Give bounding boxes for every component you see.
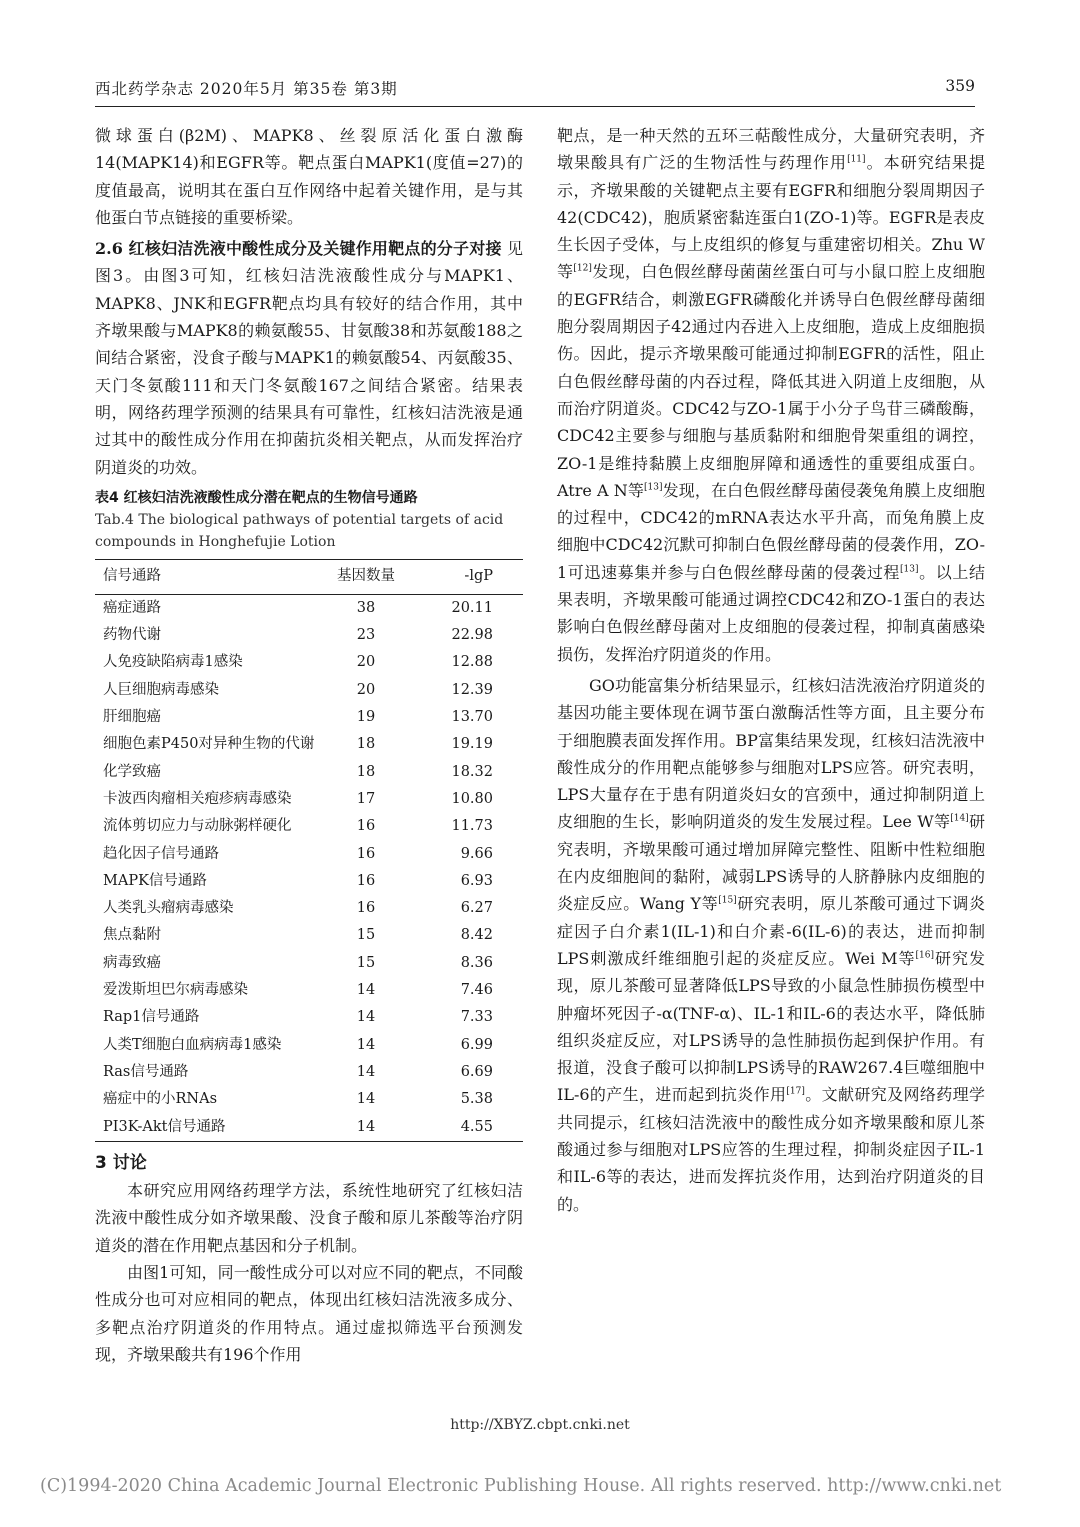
gene-count-cell: 15 [356,927,376,944]
paragraph: 由图1可知，同一酸性成分可以对应不同的靶点，不同酸性成分也可对应相同的靶点，体现出红核妇洁洗液多成分、多靶点治疗阴道炎的作用特点。通过虚拟筛选平台预测发现，齐墩果酸共有196个作用 [95,1262,523,1364]
pathway-cell: 人免疫缺陷病毒1感染 [103,654,243,671]
lgp-cell: 19.19 [451,736,493,753]
header-pathway: 信号通路 [103,568,161,585]
lgp-cell: 12.39 [451,681,493,698]
header-lgp: -lgP [464,568,493,585]
text-run: 发现，白色假丝酵母菌菌丝蛋白可与小鼠口腔上皮细胞的EGFR结合，刺激EGFR磷酸化并诱导白色假丝酵母菌细胞分裂周期因子42通过内吞进入上皮细胞，造成上皮细胞损伤。因此，提示齐墩果酸可能通过抑制EGFR的活性，阻止白色假丝酵母菌的内吞过程，降低其进入阴道上皮细胞，从而治疗阴道炎。CDC42与ZO-1属于小分子鸟苷三磷酸酶，CDC42主要参与细胞与基质黏附和细胞骨架重组的调控，ZO-1是维持黏膜上皮细胞屏障和通透性的重要组成蛋白。Atre A N等 [557,262,985,500]
pathway-cell: 肝细胞癌 [103,709,161,726]
gene-count-cell: 14 [356,1009,376,1026]
citation: [17] [786,1087,805,1098]
gene-count-cell: 16 [356,900,376,917]
lgp-cell: 4.55 [460,1118,493,1135]
pathway-cell: 癌症通路 [103,599,161,616]
lgp-cell: 18.32 [451,763,493,780]
gene-count-cell: 14 [356,1091,376,1108]
text-run: 发现，在白色假丝酵母菌侵袭兔角膜上皮细胞的过程中，CDC42的mRNA表达水平升高，而兔角膜上皮细胞中CDC42沉默可抑制白色假丝酵母菌的侵袭作用，ZO-1可迅速募集并参与白色假丝酵母菌的侵袭过程 [557,480,985,582]
footer-url: http://XBYZ.cbpt.cnki.net [450,1417,630,1433]
gene-count-cell: 38 [356,599,376,616]
table-row [95,813,523,840]
pathway-cell: 焦点黏附 [103,927,161,944]
running-header [95,72,975,107]
lgp-cell: 22.98 [451,627,493,644]
table-row [95,977,523,1004]
table-header-row [95,559,523,594]
text-run: 研究表明，原儿茶酸可通过下调炎症因子白介素1(IL-1)和白介素-6(IL-6)的表达，进而抑制LPS刺激成纤维细胞引起的炎症反应。Wei M等 [557,894,985,968]
pathway-cell: 细胞色素P450对异种生物的代谢 [103,736,315,753]
section-body: 见图3。由图3可知，红核妇洁洗液酸性成分与MAPK1、MAPK8、JNK和EGFR靶点均具有较好的结合作用，其中齐墩果酸与MAPK8的赖氨酸55、甘氨酸38和苏氨酸188之间结合紧密，没食子酸与MAPK1的赖氨酸54、丙氨酸35、天门冬氨酸111和天门冬氨酸167之间结合紧密。结果表明，网络药理学预测的结果具有可靠性，红核妇洁洗液是通过其中的酸性成分作用在抑菌抗炎相关靶点，从而发挥治疗阴道炎的功效。 [95,239,523,477]
section-heading: 2.6 红核妇洁洗液中酸性成分及关键作用靶点的分子对接 [95,239,502,259]
lgp-cell: 13.70 [451,709,493,726]
table-row [95,1086,523,1113]
pathway-cell: 化学致癌 [103,763,161,780]
gene-count-cell: 17 [356,790,376,807]
lgp-cell: 12.88 [451,654,493,671]
pathway-cell: 卡波西肉瘤相关疱疹病毒感染 [103,790,292,807]
lgp-cell: 10.80 [451,790,493,807]
table-caption-en: Tab.4 The biological pathways of potential targets of acid compounds in Honghefujie Lotion [95,511,504,550]
pathway-cell: 药物代谢 [103,627,161,644]
lgp-cell: 6.99 [460,1036,493,1053]
section-2-6 [95,235,523,481]
gene-count-cell: 18 [356,763,376,780]
lgp-cell: 6.27 [460,900,493,917]
right-column [557,122,985,1218]
gene-count-cell: 16 [356,845,376,862]
pathway-cell: 趋化因子信号通路 [103,845,219,862]
lgp-cell: 20.11 [451,599,493,616]
gene-count-cell: 14 [356,982,376,999]
gene-count-cell: 18 [356,736,376,753]
pathway-cell: PI3K-Akt信号通路 [103,1118,226,1135]
lgp-cell: 7.46 [460,982,493,999]
table-row [95,759,523,786]
text-run: 靶点，是一种天然的五环三萜酸性成分，大量研究表明，齐墩果酸具有广泛的生物活性与药理作用 [557,126,985,173]
gene-count-cell: 16 [356,872,376,889]
citation: [16] [915,950,934,961]
gene-count-cell: 14 [356,1118,376,1135]
table-row [95,594,523,622]
pathway-cell: 病毒致癌 [103,954,161,971]
citation: [13] [644,482,663,493]
lgp-cell: 6.93 [460,872,493,889]
table-row [95,731,523,758]
table-row [95,1114,523,1142]
table-row [95,704,523,731]
pathway-cell: 癌症中的小RNAs [103,1091,218,1108]
paragraph: 微球蛋白(β2M)、MAPK8、丝裂原活化蛋白激酶14(MAPK14)和EGFR等。靶点蛋白MAPK1(度值=27)的度值最高，说明其在蛋白互作网络中起着关键作用，是与其他蛋白节点链接的重要桥梁。 [95,126,523,227]
lgp-cell: 9.66 [460,845,493,862]
table-row [95,1059,523,1086]
lgp-cell: 8.42 [460,927,493,944]
table-row [95,950,523,977]
pathway-cell: 人类乳头瘤病毒感染 [103,900,234,917]
gene-count-cell: 19 [356,709,376,726]
page-number: 359 [945,77,975,95]
table-row [95,895,523,922]
table-row [95,622,523,649]
lgp-cell: 7.33 [460,1009,493,1026]
pathway-cell: Rap1信号通路 [103,1009,200,1026]
gene-count-cell: 15 [356,954,376,971]
table-caption: 表4 红核妇洁洗液酸性成分潜在靶点的生物信号通路 [95,489,418,506]
gene-count-cell: 14 [356,1036,376,1053]
gene-count-cell: 20 [356,654,376,671]
table-row [95,868,523,895]
header-gene-count: 基因数量 [337,568,395,585]
journal-info: 西北药学杂志 2020年5月 第35卷 第3期 [95,80,398,98]
table-row [95,649,523,676]
citation: [11] [847,154,866,165]
citation: [12] [573,264,592,275]
pathway-cell: 爱泼斯坦巴尔病毒感染 [103,982,248,999]
left-column [95,122,523,1368]
text-run: 。文献研究及网络药理学共同提示，红核妇洁洗液中的酸性成分如齐墩果酸和原儿茶酸通过参与细胞对LPS应答的生理过程，抑制炎症因子IL-1和IL-6等的表达，进而发挥抗炎作用，达到治疗阴道炎的目的。 [557,1085,985,1214]
citation: [15] [718,895,737,906]
pathway-cell: 流体剪切应力与动脉粥样硬化 [103,818,292,835]
paragraph [557,672,985,1218]
text-run: 。以上结果表明，齐墩果酸可能通过调控CDC42和ZO-1蛋白的表达影响白色假丝酵母菌对上皮细胞的侵袭过程，抑制真菌感染损伤，发挥治疗阴道炎的作用。 [557,562,985,664]
citation: [14] [950,814,969,825]
text-run: 研究表明，齐墩果酸可通过增加屏障完整性、阻断中性粒细胞在内皮细胞间的黏附，减弱LPS诱导的人脐静脉内皮细胞的炎症反应。Wang Y等 [557,812,985,914]
lgp-cell: 8.36 [460,954,493,971]
table-row [95,1032,523,1059]
table-row [95,786,523,813]
text-run: 。本研究结果提示，齐墩果酸的关键靶点主要有EGFR和细胞分裂周期因子42(CDC42)，胞质紧密黏连蛋白1(ZO-1)等。EGFR是表皮生长因子受体，与上皮组织的修复与重建密切相关。Zhu W等 [557,153,985,282]
gene-count-cell: 23 [356,627,376,644]
table-row [95,677,523,704]
citation: [13] [900,564,919,575]
table-row [95,841,523,868]
pathway-cell: 人巨细胞病毒感染 [103,681,219,698]
copyright-watermark: (C)1994-2020 China Academic Journal Electronic Publishing House. All rights reserved. http://www.cnki.net [40,1476,1002,1496]
gene-count-cell: 16 [356,818,376,835]
text-run: GO功能富集分析结果显示，红核妇洁洗液治疗阴道炎的基因功能主要体现在调节蛋白激酶活性等方面，且主要分布于细胞膜表面发挥作用。BP富集结果发现，红核妇洁洗液中酸性成分的作用靶点能够参与细胞对LPS应答。研究表明，LPS大量存在于患有阴道炎妇女的宫颈中，通过抑制阴道上皮细胞的生长，影响阴道炎的发生发展过程。Lee W等 [557,675,985,832]
gene-count-cell: 14 [356,1063,376,1080]
gene-count-cell: 20 [356,681,376,698]
table-row [95,922,523,949]
table-row [95,1004,523,1031]
section-3-heading: 3 讨论 [95,1152,147,1173]
lgp-cell: 6.69 [460,1063,493,1080]
lgp-cell: 11.73 [451,818,493,835]
pathway-cell: MAPK信号通路 [103,872,207,889]
text-run: 研究发现，原儿茶酸可显著降低LPS导致的小鼠急性肺损伤模型中肿瘤坏死因子-α(TNF-α)、IL-1和IL-6的表达水平，降低肺组织炎症反应，对LPS诱导的急性肺损伤起到保护作用。有报道，没食子酸可以抑制LPS诱导的RAW267.4巨噬细胞中IL-6的产生，进而起到抗炎作用 [557,948,985,1105]
lgp-cell: 5.38 [460,1091,493,1108]
paragraph: 本研究应用网络药理学方法，系统性地研究了红核妇洁洗液中酸性成分如齐墩果酸、没食子酸和原儿茶酸等治疗阴道炎的潜在作用靶点基因和分子机制。 [95,1181,523,1255]
paragraph [557,122,985,668]
pathway-cell: Ras信号通路 [103,1063,189,1080]
pathway-cell: 人类T细胞白血病病毒1感染 [103,1036,282,1053]
pathway-table [95,559,523,1142]
